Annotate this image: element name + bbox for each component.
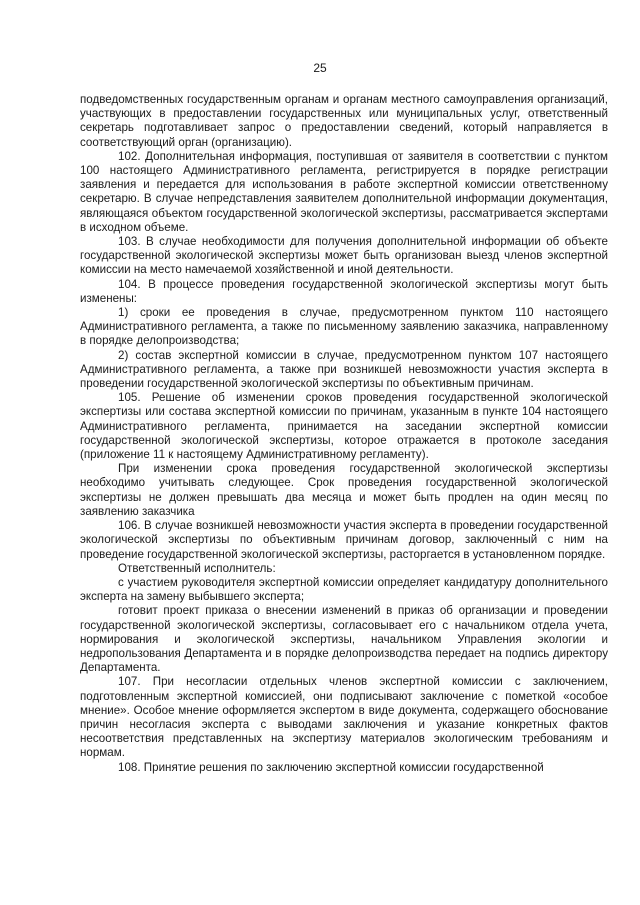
paragraph-107: 107. При несогласии отдельных членов экспертной комиссии с заключением, подготовленным экспертной комиссией, они подписывают заключение с пометкой «особое мнение». Особое мнение оформляется экспертом в виде документа, содержащего обоснование причин несогласия эксперта с выводами заключения и указание конкретных фактов несоответствия представленных на экспертизу материалов экологическим требованиям и нормам.	[80, 675, 608, 760]
paragraph-108: 108. Принятие решения по заключению экспертной комиссии государственной	[118, 760, 544, 774]
paragraph-106: 106. В случае возникшей невозможности участия эксперта в проведении государственной экологической экспертизы по объективным причинам договор, заключенный с ним на проведение государственной экологической экспертизы, расторгается в установленном порядке.	[80, 519, 608, 561]
list-item-2: 2) состав экспертной комиссии в случае, предусмотренном пунктом 107 настоящего Административного регламента, а также при возникшей невозможности участия эксперта в проведении государственной экологической экспертизы по объективным причинам.	[80, 348, 608, 391]
document-body	[80, 93, 608, 775]
paragraph: подведомственных государственным органам и органам местного самоуправления организаций, участвующих в предоставлении государственных или муниципальных услуг, ответственный секретарь подготавливает запрос о предоставлении сведений, который направляется в соответствующий орган (организацию).	[80, 93, 608, 149]
paragraph-term-change: При изменении срока проведения государственной экологической экспертизы необходимо учитывать следующее. Срок проведения государственной экологической экспертизы не должен превышать два месяца и может быть продлен на один месяц по заявлению заказчика	[80, 462, 608, 518]
paragraph-105: 105. Решение об изменении сроков проведения государственной экологической экспертизы или состава экспертной комиссии по причинам, указанным в пункте 104 настоящего Административного регламента, принимается на заседании экспертной комиссии государственной экологической экспертизы, которое отражается в протоколе заседания (приложение 11 к настоящему Административному регламенту).	[80, 391, 608, 462]
paragraph-duty-1: с участием руководителя экспертной комиссии определяет кандидатуру дополнительного эксперта на замену выбывшего эксперта;	[80, 575, 608, 604]
page-number: 25	[313, 61, 327, 75]
paragraph-responsible: Ответственный исполнитель:	[118, 561, 276, 575]
list-item-1: 1) сроки ее проведения в случае, предусмотренном пунктом 110 настоящего Административного регламента, а также по письменному заявлению заказчика, направленному в порядке делопроизводства;	[80, 306, 608, 348]
paragraph-104: 104. В процессе проведения государственной экологической экспертизы могут быть изменены:	[80, 277, 608, 305]
paragraph-103: 103. В случае необходимости для получения дополнительной информации об объекте государственной экологической экспертизы может быть организован выезд членов экспертной комиссии на место намечаемой хозяйственной и иной деятельности.	[80, 235, 608, 277]
paragraph-102: 102. Дополнительная информация, поступившая от заявителя в соответствии с пунктом 100 настоящего Административного регламента, регистрируется в порядке регистрации заявления и передается для использования в работе экспертной комиссии ответственному секретарю. В случае непредставления заявителем дополнительной информации документация, являющаяся объектом государственной экологической экспертизы, рассматривается экспертами в исходном объеме.	[80, 149, 608, 234]
paragraph-duty-2: готовит проект приказа о внесении изменений в приказ об организации и проведении государственной экологической экспертизы, согласовывает его с начальником отдела учета, нормирования и экологической экспертизы, начальником Управления экологии и недропользования Департамента и в порядке делопроизводства передает на подпись директору Департамента.	[80, 604, 608, 675]
